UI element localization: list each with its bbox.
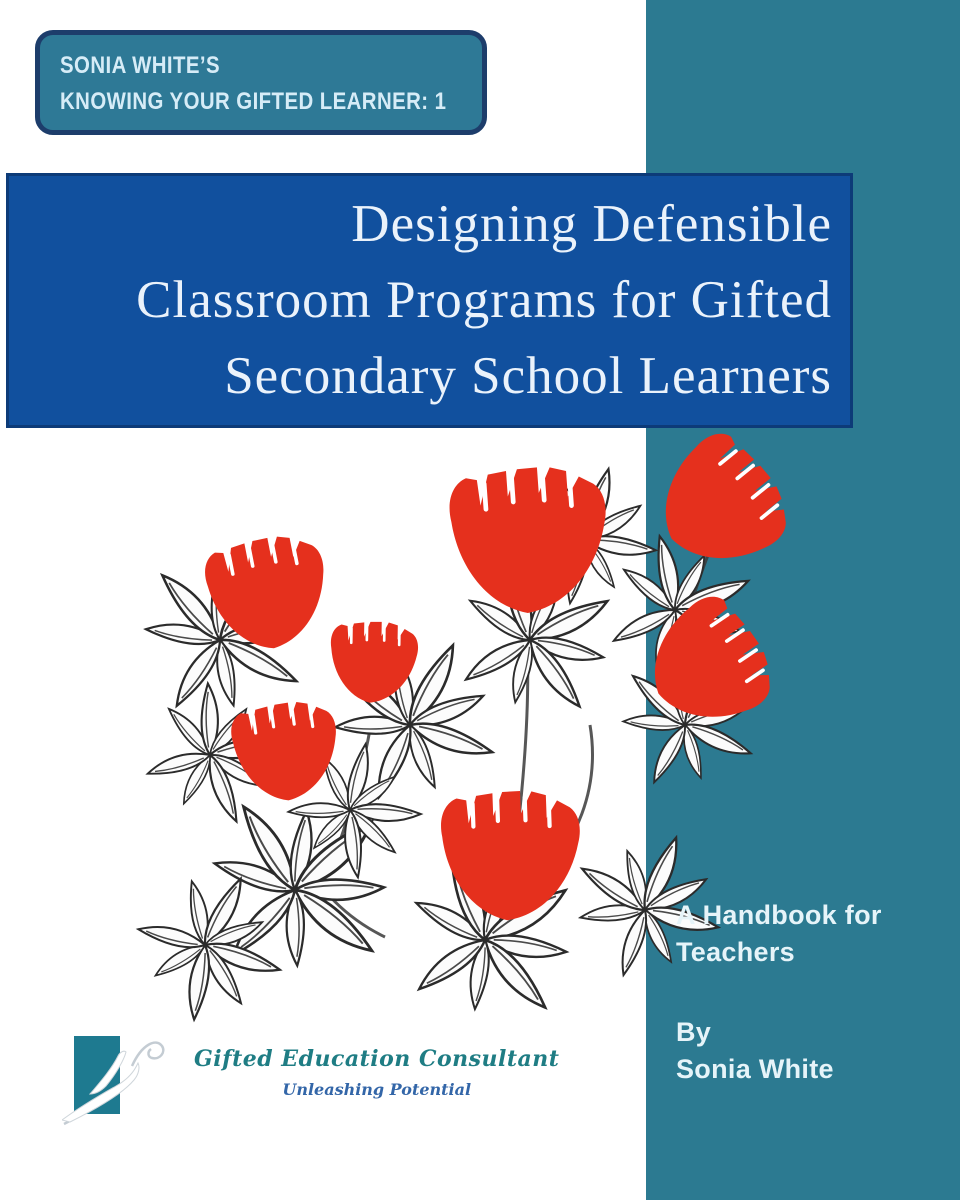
series-title: KNOWING YOUR GIFTED LEARNER: 1 — [60, 88, 447, 115]
author-block — [676, 1014, 834, 1088]
title-line-2: Classroom Programs for Gifted — [136, 271, 832, 329]
title-line-1: Designing Defensible — [351, 195, 832, 253]
flowers — [202, 421, 803, 923]
series-author: SONIA WHITE’S — [60, 52, 221, 79]
publisher-logo — [62, 1028, 559, 1140]
subtitle — [676, 897, 882, 971]
title-banner — [6, 173, 853, 428]
author-by-label: By — [676, 1017, 712, 1047]
publisher-tagline: Unleashing Potential — [282, 1080, 472, 1099]
publisher-name: Gifted Education Consultant — [194, 1046, 560, 1072]
subtitle-line-2: Teachers — [676, 937, 795, 967]
author-name: Sonia White — [676, 1054, 834, 1084]
subtitle-line-1: A Handbook for — [676, 900, 882, 930]
series-badge — [35, 30, 487, 135]
title-line-3: Secondary School Learners — [224, 347, 832, 405]
leaves — [123, 450, 764, 1034]
swan-logo-icon — [62, 1028, 180, 1140]
